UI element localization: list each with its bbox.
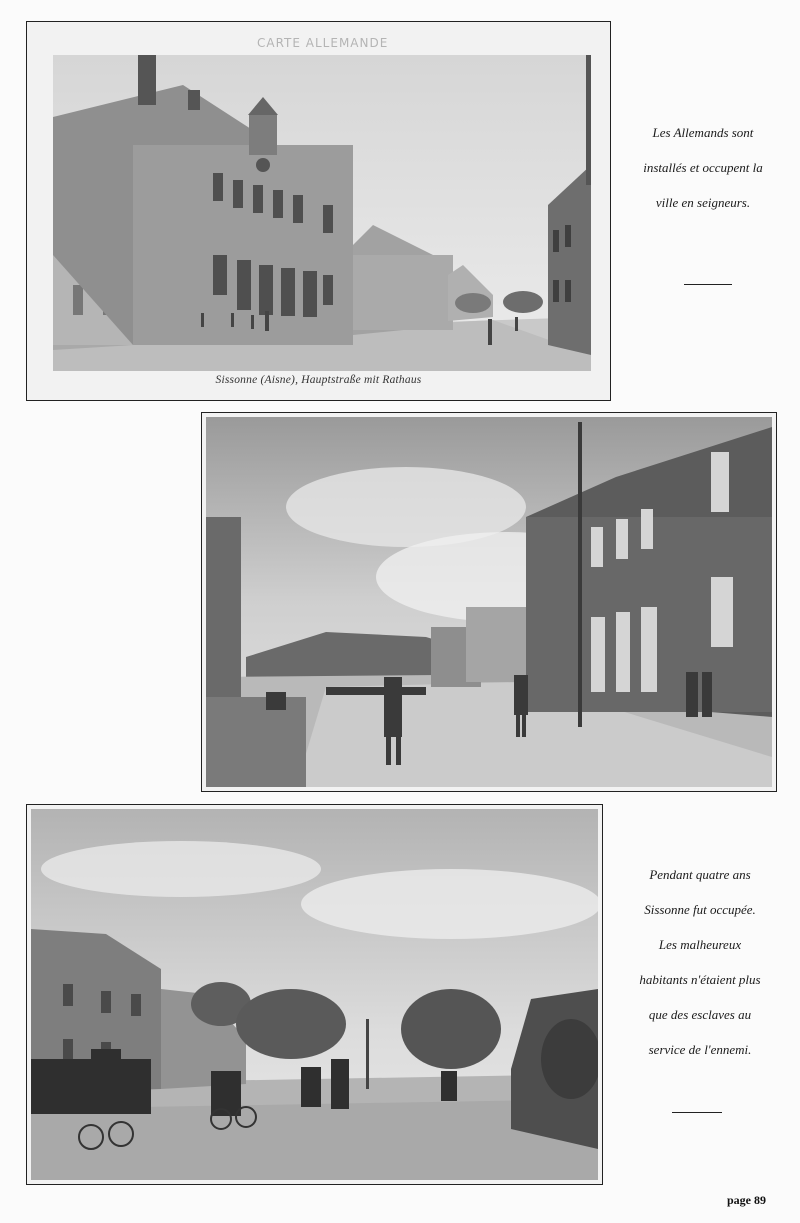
handwritten-note: CARTE ALLEMANDE (257, 36, 389, 50)
bottom-caption-line-5: que des esclaves au (648, 1007, 752, 1022)
bottom-caption-line-2: Sissonne fut occupée. (644, 902, 756, 917)
photo-bottom-image (31, 809, 598, 1180)
photo-top-caption: Sissonne (Aisne), Hauptstraße mit Rathaus (215, 374, 422, 386)
top-caption-block (618, 115, 788, 220)
bottom-caption-line-4: habitants n'étaient plus (639, 972, 761, 987)
top-caption-line-1: Les Allemands sont (652, 125, 754, 140)
bottom-caption-line-1: Pendant quatre ans (649, 867, 751, 882)
photo-frame-top (26, 21, 611, 401)
photo-top-image (53, 55, 591, 371)
top-caption-line-3: ville en seigneurs. (655, 195, 751, 210)
bottom-caption-line-3: Les malheureux (658, 937, 742, 952)
bottom-divider (672, 1112, 722, 1113)
bottom-caption-block (610, 857, 790, 1067)
bottom-caption-line-6: service de l'ennemi. (648, 1042, 752, 1057)
page-number: page 89 (727, 1193, 766, 1207)
photo-frame-middle (201, 412, 777, 792)
photo-frame-bottom (26, 804, 603, 1185)
top-caption-line-2: installés et occupent la (643, 160, 763, 175)
top-divider (684, 284, 732, 285)
photo-middle-image (206, 417, 772, 787)
